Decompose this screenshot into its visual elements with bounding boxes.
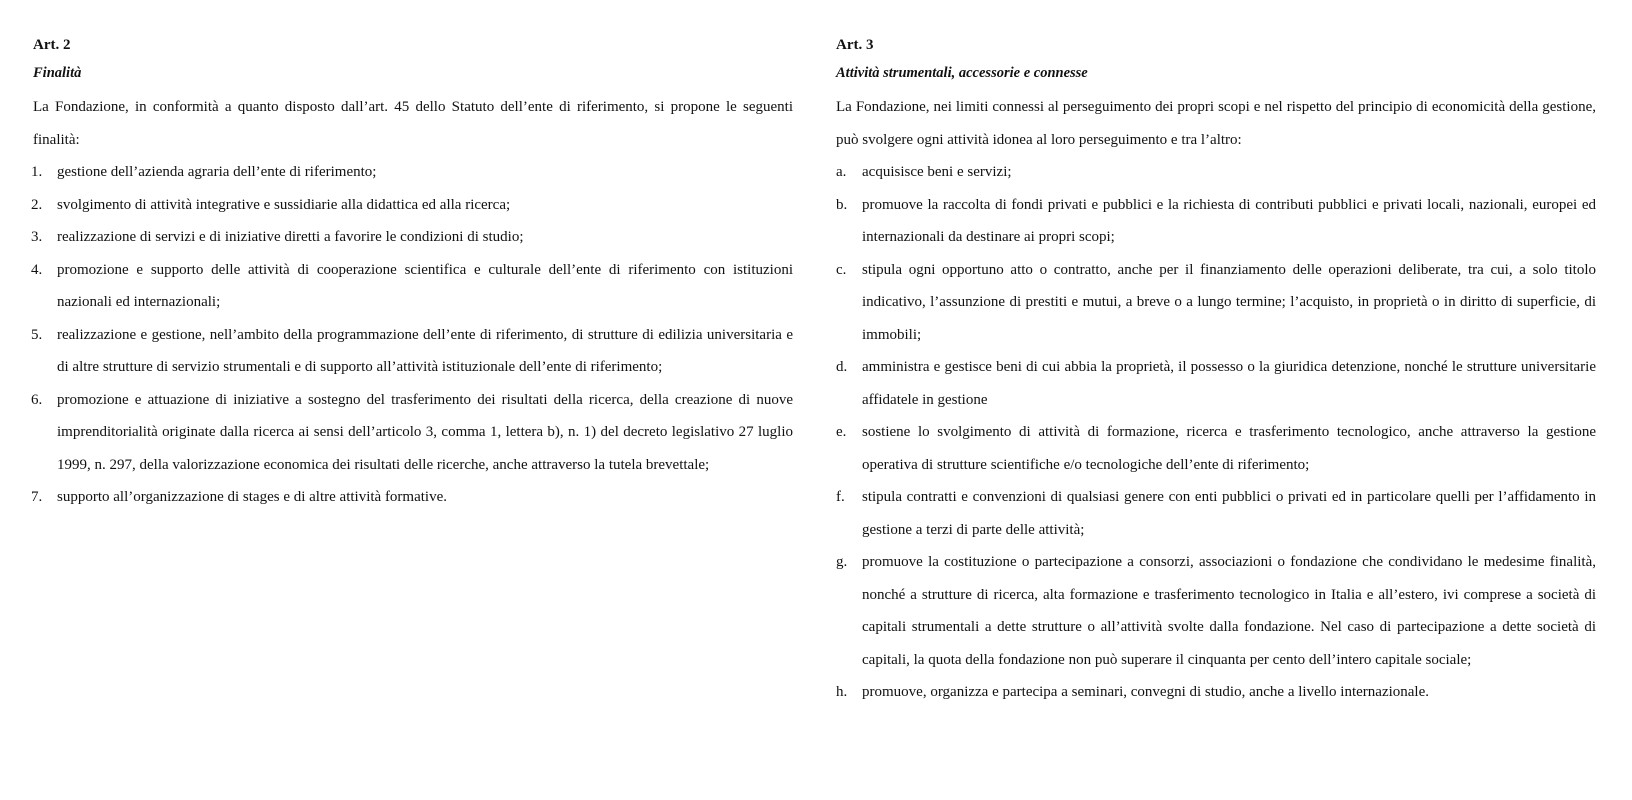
list-item-text: promuove, organizza e partecipa a seminari, convegni di studio, anche a livello internazionale. xyxy=(862,684,1430,700)
article-3-list xyxy=(836,156,1596,709)
article-3-subtitle: Attività strumentali, accessorie e connesse xyxy=(836,65,1088,81)
article-3-intro: La Fondazione, nei limiti connessi al perseguimento dei propri scopi e nel rispetto del principio di economicità della gestione, può svolgere ogni attività idonea al loro perseguimento e tra l’altro: xyxy=(836,99,1596,148)
list-item xyxy=(33,189,793,222)
list-item-text: stipula contratti e convenzioni di qualsiasi genere con enti pubblici o privati ed in particolare quelli per l’affidamento in gestione a terzi di parte delle attività; xyxy=(862,489,1596,538)
list-item xyxy=(836,546,1596,676)
list-item-text: realizzazione e gestione, nell’ambito della programmazione dell’ente di riferimento, di strutture di edilizia universitaria e di altre strutture di servizio strumentali e di supporto all’attività istituzionale dell’ente di riferimento; xyxy=(57,326,793,375)
article-2-list xyxy=(33,156,793,514)
list-item-text: acquisisce beni e servizi; xyxy=(862,164,1012,180)
list-item-text: amministra e gestisce beni di cui abbia la proprietà, il possesso o la giuridica detenzione, nonché le strutture universitarie affidatele in gestione xyxy=(862,359,1596,408)
list-item-marker: e. xyxy=(836,424,847,440)
list-item-text: realizzazione di servizi e di iniziative diretti a favorire le condizioni di studio; xyxy=(57,229,524,245)
list-item-text: gestione dell’azienda agraria dell’ente di riferimento; xyxy=(57,164,377,180)
list-item-marker: h. xyxy=(836,684,848,700)
list-item xyxy=(33,319,793,384)
article-2-intro: La Fondazione, in conformità a quanto disposto dall’art. 45 dello Statuto dell’ente di riferimento, si propone le seguenti finalità: xyxy=(33,99,793,148)
list-item-text: svolgimento di attività integrative e sussidiarie alla didattica ed alla ricerca; xyxy=(57,196,511,213)
list-item-marker: c. xyxy=(836,261,847,278)
list-item-text: promuove la costituzione o partecipazione a consorzi, associazioni o fondazione che condividano le medesime finalità, nonché a strutture di ricerca, alta formazione e trasferimento tecnologico in Italia e all’estero, ivi comprese a società di capitali strumentali a dette strutture o all’attività svolte dalla fondazione. Nel caso di partecipazione a dette società di capitali, la quota della fondazione non può superare il cinquanta per cento dell’intero capitale sociale; xyxy=(862,554,1596,668)
list-item xyxy=(33,156,793,189)
list-item-marker: 3. xyxy=(31,229,43,245)
list-item xyxy=(33,384,793,482)
article-3-title: Art. 3 xyxy=(836,37,874,53)
list-item xyxy=(836,676,1596,709)
list-item-marker: f. xyxy=(836,489,845,505)
list-item-text: promozione e supporto delle attività di cooperazione scientifica e culturale dell’ente di riferimento con istituzioni nazionali ed internazionali; xyxy=(57,261,793,310)
article-2-title: Art. 2 xyxy=(33,37,71,53)
list-item-marker: 6. xyxy=(31,391,43,408)
list-item-marker: 4. xyxy=(31,261,43,278)
list-item xyxy=(836,254,1596,352)
list-item xyxy=(33,221,793,254)
article-2-section xyxy=(33,34,793,514)
list-item-text: promuove la raccolta di fondi privati e pubblici e la richiesta di contributi pubblici e privati locali, nazionali, europei ed internazionali da destinare ai propri scopi; xyxy=(862,196,1596,245)
list-item-text: sostiene lo svolgimento di attività di formazione, ricerca e trasferimento tecnologico, anche attraverso la gestione operativa di strutture scientifiche e/o tecnologiche dell’ente di riferimento; xyxy=(862,424,1596,473)
list-item xyxy=(33,481,793,514)
list-item-marker: 7. xyxy=(31,489,43,505)
list-item xyxy=(836,189,1596,254)
list-item-marker: b. xyxy=(836,196,848,213)
article-3-section xyxy=(836,34,1596,709)
list-item-text: promozione e attuazione di iniziative a sostegno del trasferimento dei risultati della ricerca, della creazione di nuove imprenditorialità originate dalla ricerca ai sensi dell’articolo 3, comma 1, lettera b), n. 1) del decreto legislativo 27 luglio 1999, n. 297, della valorizzazione economica dei risultati delle ricerche, anche attraverso la tutela brevettale; xyxy=(57,391,793,473)
list-item-marker: 5. xyxy=(31,326,43,343)
list-item xyxy=(836,481,1596,546)
list-item xyxy=(836,156,1596,189)
article-2-subtitle: Finalità xyxy=(33,65,82,81)
list-item-marker: d. xyxy=(836,359,848,375)
list-item-text: supporto all’organizzazione di stages e di altre attività formative. xyxy=(57,489,447,505)
list-item xyxy=(33,254,793,319)
list-item-marker: a. xyxy=(836,164,847,180)
list-item xyxy=(836,351,1596,416)
list-item xyxy=(836,416,1596,481)
list-item-marker: 2. xyxy=(31,196,43,213)
list-item-marker: g. xyxy=(836,554,848,570)
list-item-marker: 1. xyxy=(31,164,43,180)
list-item-text: stipula ogni opportuno atto o contratto, anche per il finanziamento delle operazioni deliberate, tra cui, a solo titolo indicativo, l’assunzione di prestiti e mutui, a breve o a lungo termine; l’acquisto, in proprietà o in diritto di superficie, di immobili; xyxy=(862,261,1596,343)
